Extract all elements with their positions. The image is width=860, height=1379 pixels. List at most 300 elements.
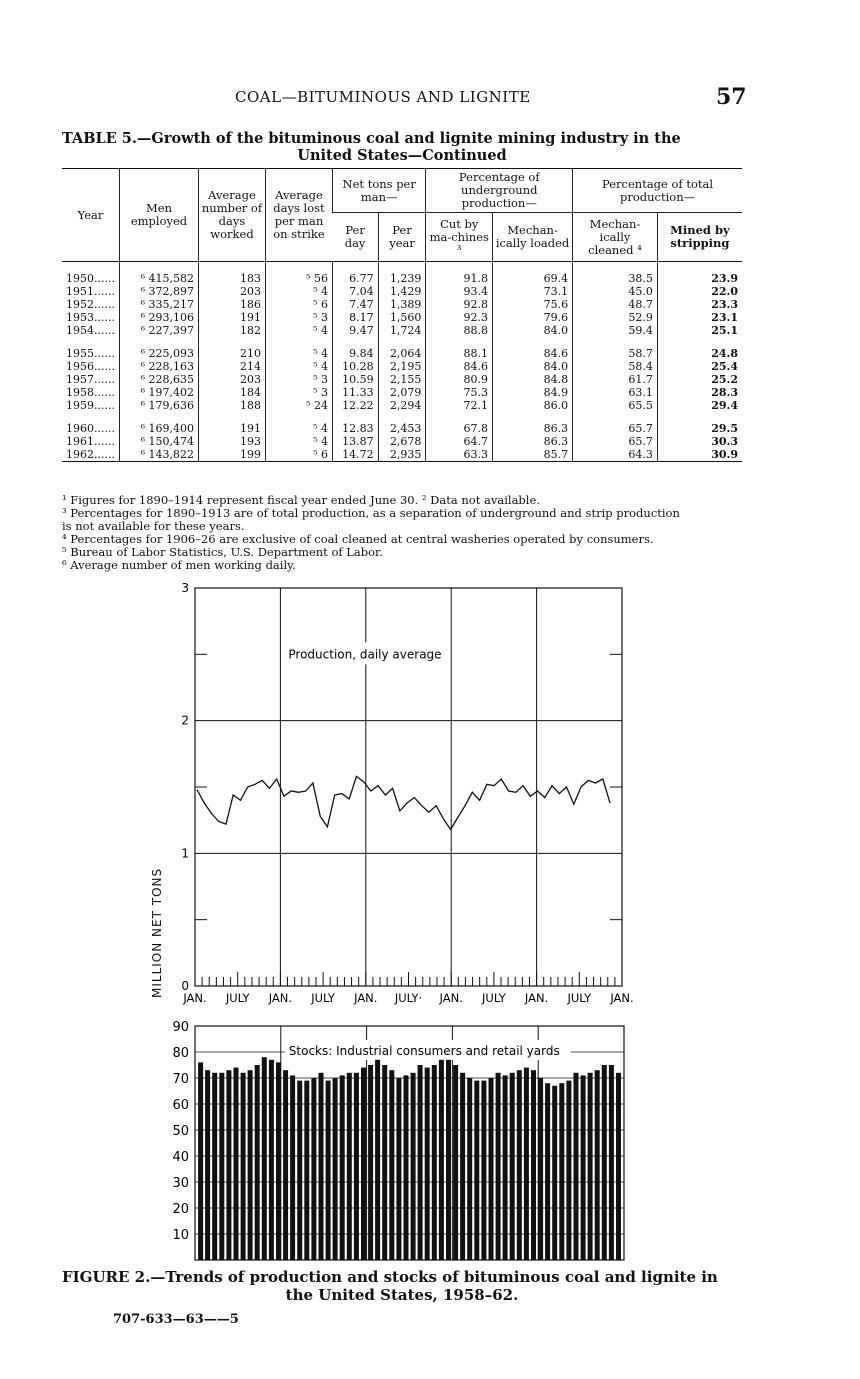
stock-bar <box>241 1073 246 1260</box>
table-cell: 25.2 <box>657 373 742 386</box>
table-cell: ⁵ 4 <box>265 324 332 337</box>
x-tick-label: JULY· <box>394 991 423 1005</box>
table-cell: ⁶ 169,400 <box>119 422 198 435</box>
stock-bar <box>503 1075 508 1260</box>
table-cell: 45.0 <box>573 285 658 298</box>
table-cell: 1,724 <box>378 324 426 337</box>
table-cell: ⁵ 6 <box>265 448 332 462</box>
col-mined-stripping: Mined by stripping <box>657 213 742 262</box>
spacer-cell <box>573 412 658 422</box>
x-tick-label: JAN. <box>524 991 549 1005</box>
stock-bar <box>489 1078 494 1260</box>
table-cell: 69.4 <box>493 272 573 285</box>
stock-bar <box>361 1068 366 1260</box>
table-cell: 61.7 <box>573 373 658 386</box>
table-cell: 23.1 <box>657 311 742 324</box>
table-cell: 2,155 <box>378 373 426 386</box>
table-cell: 67.8 <box>426 422 493 435</box>
table-row <box>62 399 742 412</box>
footnote: is not available for these years. <box>62 519 245 533</box>
table-cell: 1952...... <box>66 298 115 311</box>
table-cell: 65.7 <box>573 422 658 435</box>
spacer-cell <box>265 412 332 422</box>
spacer-cell <box>426 262 493 273</box>
stock-bar <box>219 1073 224 1260</box>
page-number: 57 <box>716 84 747 110</box>
table-cell: 86.3 <box>493 422 573 435</box>
table-cell: ⁶ 228,635 <box>119 373 198 386</box>
stock-bar <box>333 1078 338 1260</box>
running-header <box>0 84 860 110</box>
x-tick-label: JAN. <box>439 991 463 1005</box>
spacer-cell <box>62 262 119 273</box>
table-cell: 52.9 <box>573 311 658 324</box>
table-cell: 63.3 <box>426 448 493 462</box>
table-cell: 75.3 <box>426 386 493 399</box>
table-cell: 38.5 <box>573 272 658 285</box>
table-cell: ⁶ 227,397 <box>119 324 198 337</box>
stock-bar <box>297 1081 302 1260</box>
spacer-cell <box>119 412 198 422</box>
spacer-cell <box>426 337 493 347</box>
table-cell: 182 <box>198 324 265 337</box>
spacer-cell <box>332 262 378 273</box>
table-row <box>62 373 742 386</box>
table-cell: 184 <box>198 386 265 399</box>
stock-bar <box>552 1086 557 1260</box>
stock-bar <box>588 1073 593 1260</box>
table-cell: 2,935 <box>378 448 426 462</box>
spacer-cell <box>198 337 265 347</box>
y-tick-label: 20 <box>172 1202 189 1217</box>
stock-bar <box>418 1065 423 1260</box>
col-pct-total: Percentage of total production— <box>573 169 742 213</box>
spacer-cell <box>573 337 658 347</box>
table-cell: 72.1 <box>426 399 493 412</box>
table-cell: 203 <box>198 285 265 298</box>
table-cell: 92.8 <box>426 298 493 311</box>
table-cell: ⁶ 225,093 <box>119 347 198 360</box>
spacer-cell <box>378 262 426 273</box>
y-axis-label: MILLION NET TONS <box>150 867 164 998</box>
table-cell: 91.8 <box>426 272 493 285</box>
table-cell: 10.28 <box>332 360 378 373</box>
table-row <box>62 311 742 324</box>
stock-bar <box>545 1083 550 1260</box>
table-cell: 1955...... <box>66 347 115 360</box>
table-cell: 188 <box>198 399 265 412</box>
table-caption-line2: United States—Continued <box>297 147 507 164</box>
stock-bar <box>389 1070 394 1260</box>
y-tick-label: 10 <box>172 1228 189 1243</box>
table-cell: 48.7 <box>573 298 658 311</box>
y-tick-label: 50 <box>172 1124 189 1139</box>
spacer-cell <box>657 412 742 422</box>
table-cell: 186 <box>198 298 265 311</box>
stocks-chart <box>140 1018 650 1267</box>
table-cell: 59.4 <box>573 324 658 337</box>
spacer-cell <box>378 412 426 422</box>
table-cell: 210 <box>198 347 265 360</box>
table-row <box>62 347 742 360</box>
table-cell: 84.0 <box>493 360 573 373</box>
stock-bar <box>538 1078 543 1260</box>
col-per-year: Per year <box>378 213 426 262</box>
table-cell: 1,389 <box>378 298 426 311</box>
x-tick-label: JAN. <box>610 991 634 1005</box>
table-cell: ⁵ 3 <box>265 311 332 324</box>
spacer-cell <box>493 412 573 422</box>
table-cell: 92.3 <box>426 311 493 324</box>
table-cell: 14.72 <box>332 448 378 462</box>
table-cell: 1,239 <box>378 272 426 285</box>
chart-title: Production, daily average <box>288 647 442 662</box>
table-cell: 75.6 <box>493 298 573 311</box>
col-men: Men employed <box>119 169 198 262</box>
spacer-cell <box>426 412 493 422</box>
table-cell: 30.3 <box>657 435 742 448</box>
stock-bar <box>517 1070 522 1260</box>
table-cell: 1954...... <box>66 324 115 337</box>
col-pct-underground: Percentage of underground production— <box>426 169 573 213</box>
print-code: 707-633—63——5 <box>113 1312 239 1327</box>
x-tick-label: JULY <box>311 991 335 1005</box>
table-cell: 1,560 <box>378 311 426 324</box>
table-cell: 1962...... <box>62 448 119 462</box>
stock-bar <box>481 1081 486 1260</box>
stock-bar <box>581 1075 586 1260</box>
stock-bar <box>474 1081 479 1260</box>
stock-bar <box>411 1073 416 1260</box>
stock-bar <box>319 1073 324 1260</box>
table-cell: 22.0 <box>657 285 742 298</box>
production-chart-svg <box>140 578 650 1008</box>
production-chart <box>140 578 650 1012</box>
table-row <box>62 360 742 373</box>
table-cell: 183 <box>198 272 265 285</box>
table-cell: 2,678 <box>378 435 426 448</box>
stock-bar <box>382 1065 387 1260</box>
stock-bar <box>311 1078 316 1260</box>
table-cell: ⁶ 179,636 <box>119 399 198 412</box>
y-tick-label: 60 <box>172 1098 189 1113</box>
table-cell: 65.5 <box>573 399 658 412</box>
table-cell: ⁵ 6 <box>265 298 332 311</box>
table-cell: 2,294 <box>378 399 426 412</box>
spacer-cell <box>493 337 573 347</box>
spacer-cell <box>62 412 119 422</box>
x-tick-label: JULY <box>225 991 250 1005</box>
table-cell: 13.87 <box>332 435 378 448</box>
table-cell: 191 <box>198 311 265 324</box>
table-cell: 86.3 <box>493 435 573 448</box>
spacer-cell <box>332 412 378 422</box>
stock-bar <box>609 1065 614 1260</box>
table-cell: 79.6 <box>493 311 573 324</box>
production-series-line <box>197 776 610 829</box>
table-cell: 2,064 <box>378 347 426 360</box>
table-cell: 28.3 <box>657 386 742 399</box>
stock-bar <box>531 1070 536 1260</box>
table-cell: 25.1 <box>657 324 742 337</box>
spacer-cell <box>657 337 742 347</box>
x-tick-label: JAN. <box>183 991 207 1005</box>
stocks-chart-svg <box>140 1018 650 1263</box>
table-footnotes <box>62 494 742 572</box>
table-cell: 2,195 <box>378 360 426 373</box>
spacer-cell <box>657 262 742 273</box>
spacer-cell <box>119 262 198 273</box>
table-cell: 65.7 <box>573 435 658 448</box>
stock-bar <box>524 1068 529 1260</box>
table-cell: 1951...... <box>66 285 115 298</box>
table-cell: 63.1 <box>573 386 658 399</box>
stock-bar <box>446 1060 451 1260</box>
table-cell: 64.3 <box>573 448 658 462</box>
table-cell: ⁶ 372,897 <box>119 285 198 298</box>
x-tick-label: JULY <box>482 991 506 1005</box>
table-cell: 86.0 <box>493 399 573 412</box>
stock-bar <box>234 1068 239 1260</box>
figure-caption-line2: the United States, 1958–62. <box>285 1286 519 1304</box>
table-cell: ⁵ 24 <box>265 399 332 412</box>
table-cell: 9.84 <box>332 347 378 360</box>
stock-bar <box>354 1073 359 1260</box>
table-cell: 24.8 <box>657 347 742 360</box>
table-cell: 29.4 <box>657 399 742 412</box>
stock-bar <box>566 1081 571 1260</box>
table-row <box>62 435 742 448</box>
y-tick-label: 70 <box>172 1072 189 1087</box>
table-cell: 58.7 <box>573 347 658 360</box>
footnote: ⁶ Average number of men working daily. <box>62 558 296 572</box>
spacer-cell <box>332 337 378 347</box>
group-spacer <box>62 262 742 273</box>
table-body <box>62 262 742 462</box>
table-cell: 23.9 <box>657 272 742 285</box>
stock-bar <box>439 1060 444 1260</box>
y-tick-label: 3 <box>181 581 189 595</box>
stock-bar <box>375 1060 380 1260</box>
y-tick-label: 2 <box>181 713 189 728</box>
stock-bar <box>602 1065 607 1260</box>
table-cell: 93.4 <box>426 285 493 298</box>
table-cell: 25.4 <box>657 360 742 373</box>
spacer-cell <box>493 262 573 273</box>
table-cell: 84.6 <box>426 360 493 373</box>
stock-bar <box>404 1075 409 1260</box>
table-cell: ⁵ 4 <box>265 360 332 373</box>
spacer-cell <box>198 262 265 273</box>
stock-bar <box>460 1073 465 1260</box>
stock-bar <box>574 1073 579 1260</box>
stock-bar <box>595 1070 600 1260</box>
y-tick-label: 90 <box>172 1020 189 1035</box>
stock-bar <box>425 1068 430 1260</box>
table-cell: ⁵ 56 <box>265 272 332 285</box>
footnote: ⁵ Bureau of Labor Statistics, U.S. Department of Labor. <box>62 545 383 559</box>
running-title: COAL—BITUMINOUS AND LIGNITE <box>235 88 531 106</box>
table-cell: 1960...... <box>66 422 115 435</box>
stock-bar <box>205 1070 210 1260</box>
stock-bar <box>283 1070 288 1260</box>
table-row <box>62 386 742 399</box>
spacer-cell <box>265 337 332 347</box>
col-cut-by: Cut by ma-chines ³ <box>426 213 493 262</box>
x-tick-label: JAN. <box>354 991 378 1005</box>
table-cell: 88.1 <box>426 347 493 360</box>
table-cell: 10.59 <box>332 373 378 386</box>
spacer-cell <box>119 337 198 347</box>
y-tick-label: 30 <box>172 1176 189 1191</box>
col-mech-cleaned: Mechan-ically cleaned ⁴ <box>573 213 658 262</box>
stock-bar <box>269 1060 274 1260</box>
stock-bar <box>326 1081 331 1260</box>
table-cell: ⁵ 4 <box>265 435 332 448</box>
y-tick-label: 1 <box>181 846 189 861</box>
table-cell: 84.8 <box>493 373 573 386</box>
table-cell: 2,079 <box>378 386 426 399</box>
table-cell: ⁵ 4 <box>265 347 332 360</box>
col-per-day: Per day <box>332 213 378 262</box>
table-caption-line1: TABLE 5.—Growth of the bituminous coal and lignite mining industry in the <box>62 130 681 147</box>
table-cell: 11.33 <box>332 386 378 399</box>
table-cell: 12.83 <box>332 422 378 435</box>
table-cell: ⁵ 3 <box>265 373 332 386</box>
figure-caption-line1: FIGURE 2.—Trends of production and stocks of bituminous coal and lignite in <box>62 1268 718 1286</box>
col-year: Year <box>62 169 119 262</box>
stock-bar <box>262 1057 267 1260</box>
table-cell: 6.77 <box>332 272 378 285</box>
table-cell: 84.0 <box>493 324 573 337</box>
table-cell: 2,453 <box>378 422 426 435</box>
table-cell: 85.7 <box>493 448 573 462</box>
stock-bar <box>304 1081 309 1260</box>
table-cell: ⁶ 293,106 <box>119 311 198 324</box>
footnote: ³ Percentages for 1890–1913 are of total production, as a separation of underground and strip production <box>62 506 680 520</box>
table-cell: 64.7 <box>426 435 493 448</box>
stock-bar <box>347 1073 352 1260</box>
table-cell: 199 <box>198 448 265 462</box>
stock-bar <box>255 1065 260 1260</box>
table-cell: 84.9 <box>493 386 573 399</box>
table-cell: ⁶ 143,822 <box>119 448 198 462</box>
table-cell: 29.5 <box>657 422 742 435</box>
col-avg-days: Average number of days worked <box>198 169 265 262</box>
table-cell: ⁶ 150,474 <box>119 435 198 448</box>
table-cell: ⁶ 335,217 <box>119 298 198 311</box>
table-row <box>62 272 742 285</box>
table-cell: 1953...... <box>66 311 115 324</box>
table-cell: 8.17 <box>332 311 378 324</box>
table-cell: 1,429 <box>378 285 426 298</box>
stock-bar <box>212 1073 217 1260</box>
table-cell: 1958...... <box>66 386 115 399</box>
group-spacer <box>62 337 742 347</box>
table-row <box>62 324 742 337</box>
table-caption <box>62 130 742 164</box>
table-cell: ⁵ 4 <box>265 285 332 298</box>
stock-bar <box>467 1078 472 1260</box>
table-cell: 1961...... <box>66 435 115 448</box>
table-cell: 7.04 <box>332 285 378 298</box>
table-row <box>62 285 742 298</box>
growth-table <box>62 168 742 462</box>
table-row <box>62 298 742 311</box>
table-cell: 1957...... <box>66 373 115 386</box>
table-cell: 191 <box>198 422 265 435</box>
stock-bar <box>226 1070 231 1260</box>
table-cell: 88.8 <box>426 324 493 337</box>
table-cell: 84.6 <box>493 347 573 360</box>
stock-bar <box>496 1073 501 1260</box>
table-cell: 1959...... <box>66 399 115 412</box>
table-cell: 1950...... <box>66 272 115 285</box>
table-row <box>62 448 742 462</box>
stock-bar <box>340 1075 345 1260</box>
table-cell: 9.47 <box>332 324 378 337</box>
table-cell: ⁶ 197,402 <box>119 386 198 399</box>
stock-bar <box>559 1083 564 1260</box>
stock-bar <box>432 1065 437 1260</box>
table-cell: 23.3 <box>657 298 742 311</box>
table-cell: 1956...... <box>66 360 115 373</box>
y-tick-label: 80 <box>172 1046 189 1061</box>
table-cell: 214 <box>198 360 265 373</box>
footnote: ¹ Figures for 1890–1914 represent fiscal year ended June 30. ² Data not available. <box>62 493 540 507</box>
table-cell: 12.22 <box>332 399 378 412</box>
stock-bar <box>396 1078 401 1260</box>
table-cell: ⁶ 228,163 <box>119 360 198 373</box>
spacer-cell <box>62 337 119 347</box>
stock-bar <box>368 1065 373 1260</box>
table-cell: 203 <box>198 373 265 386</box>
col-net-tons: Net tons per man— <box>332 169 425 213</box>
stock-bar <box>290 1075 295 1260</box>
table-cell: 58.4 <box>573 360 658 373</box>
footnote: ⁴ Percentages for 1906–26 are exclusive of coal cleaned at central washeries operated by consumers. <box>62 532 654 546</box>
spacer-cell <box>378 337 426 347</box>
table-cell: ⁵ 4 <box>265 422 332 435</box>
chart-title: Stocks: Industrial consumers and retail yards <box>288 1044 560 1058</box>
x-tick-label: JAN. <box>268 991 293 1005</box>
spacer-cell <box>573 262 658 273</box>
col-mech-loaded: Mechan-ically loaded <box>493 213 573 262</box>
table-cell: ⁶ 415,582 <box>119 272 198 285</box>
table-cell: 30.9 <box>657 448 742 462</box>
stock-bar <box>248 1070 253 1260</box>
spacer-cell <box>198 412 265 422</box>
table-cell: 7.47 <box>332 298 378 311</box>
table-cell: 73.1 <box>493 285 573 298</box>
y-tick-label: 0 <box>181 979 189 993</box>
stock-bar <box>616 1073 621 1260</box>
figure-caption <box>62 1268 742 1304</box>
table-row <box>62 422 742 435</box>
y-tick-label: 40 <box>172 1150 189 1165</box>
table-cell: 80.9 <box>426 373 493 386</box>
stock-bar <box>510 1073 515 1260</box>
stock-bar <box>198 1062 203 1260</box>
spacer-cell <box>265 262 332 273</box>
table-cell: 193 <box>198 435 265 448</box>
x-tick-label: JULY <box>567 991 592 1005</box>
stock-bar <box>453 1065 458 1260</box>
group-spacer <box>62 412 742 422</box>
col-days-lost: Average days lost per man on strike <box>265 169 332 262</box>
table-cell: ⁵ 3 <box>265 386 332 399</box>
stock-bar <box>276 1062 281 1260</box>
